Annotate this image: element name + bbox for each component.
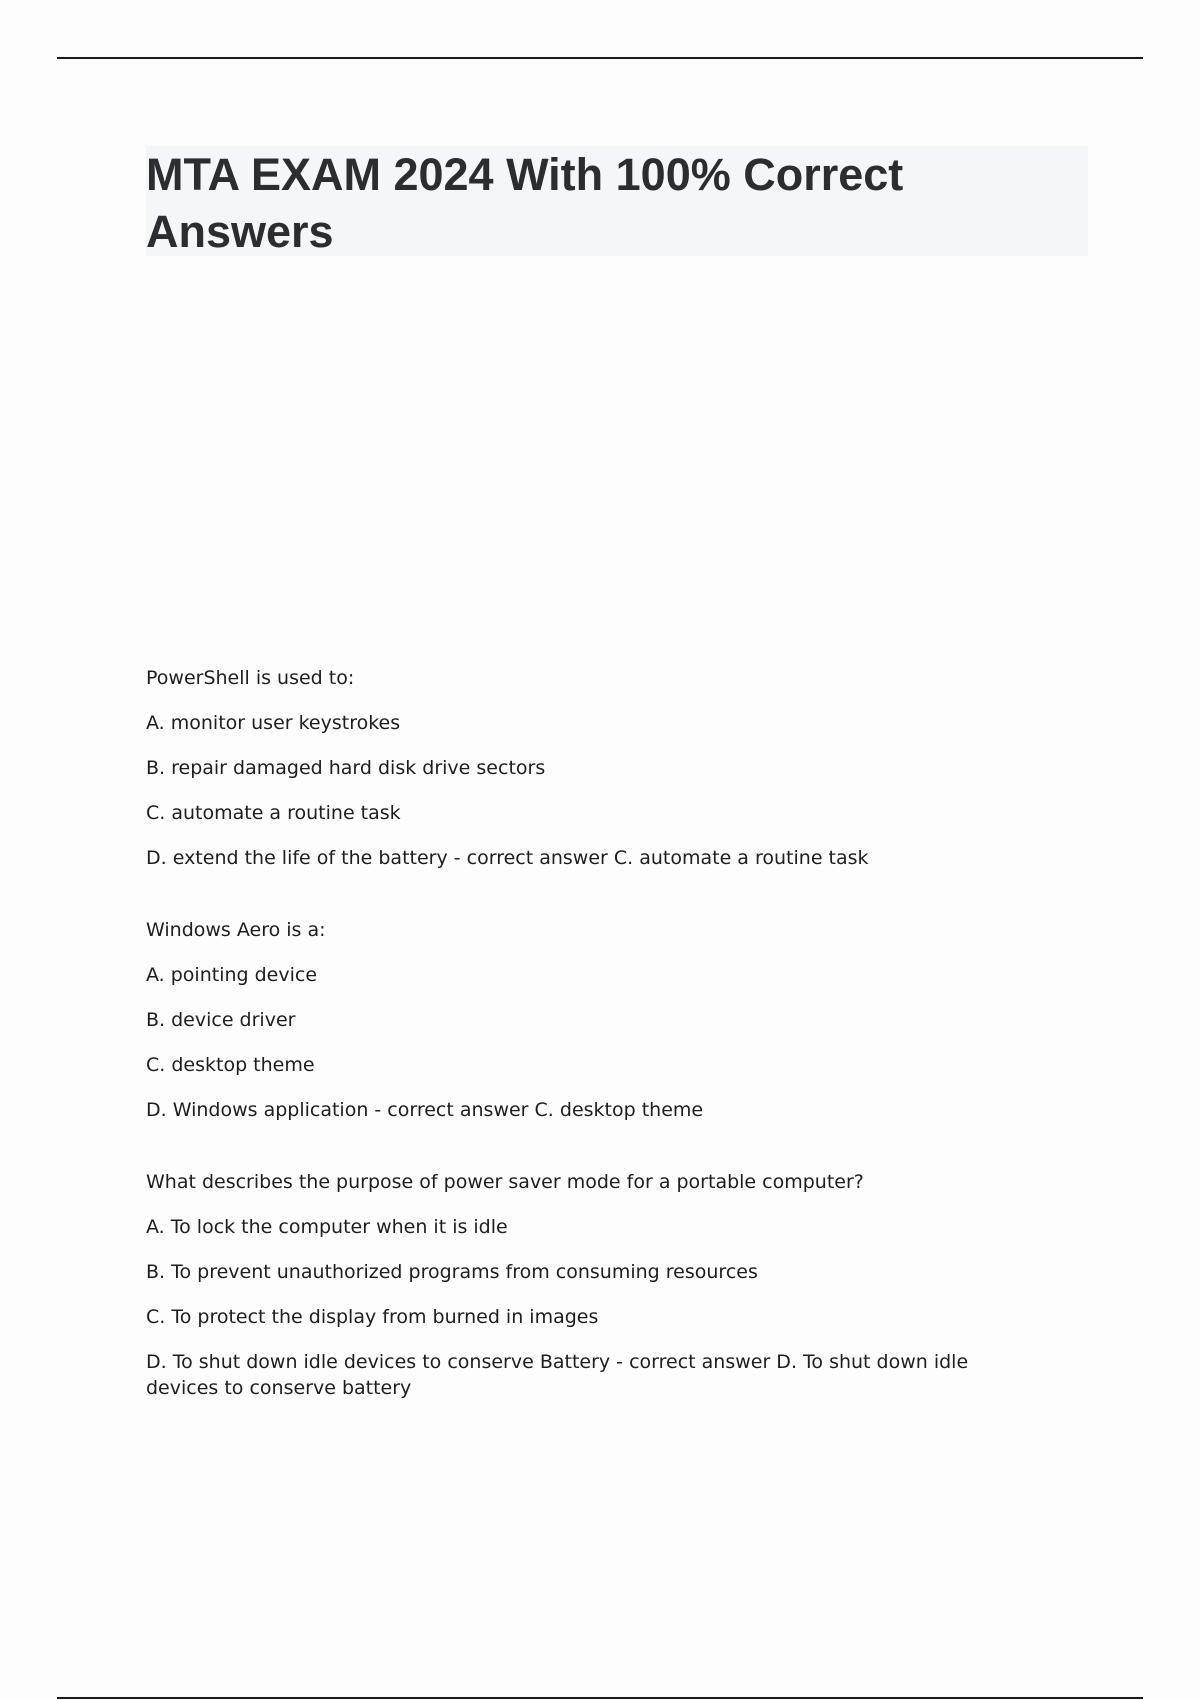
question-prompt: What describes the purpose of power saver mode for a portable computer? — [146, 1171, 864, 1193]
question-block — [146, 1169, 1046, 1401]
answer-option: A. To lock the computer when it is idle — [146, 1216, 508, 1238]
title-banner — [146, 146, 1088, 256]
answer-option: C. desktop theme — [146, 1054, 315, 1076]
question-prompt: Windows Aero is a: — [146, 919, 326, 941]
answer-option: A. monitor user keystrokes — [146, 712, 401, 734]
answer-option: A. pointing device — [146, 964, 318, 986]
answer-option: C. To protect the display from burned in images — [146, 1306, 599, 1328]
answer-option: B. repair damaged hard disk drive sectors — [146, 757, 546, 779]
answer-option-with-correct-answer: D. To shut down idle devices to conserve Battery - correct answer D. To shut down idle devices to conserve battery — [146, 1351, 969, 1399]
question-block — [146, 665, 1046, 871]
document-title: MTA EXAM 2024 With 100% Correct Answers — [146, 149, 904, 257]
questions-list — [146, 665, 1046, 1447]
question-block — [146, 917, 1046, 1123]
question-prompt: PowerShell is used to: — [146, 667, 355, 689]
answer-option: B. To prevent unauthorized programs from consuming resources — [146, 1261, 758, 1283]
answer-option-with-correct-answer: D. extend the life of the battery - correct answer C. automate a routine task — [146, 847, 869, 869]
answer-option-with-correct-answer: D. Windows application - correct answer C. desktop theme — [146, 1099, 704, 1121]
top-divider — [57, 57, 1143, 59]
bottom-divider — [57, 1697, 1143, 1699]
answer-option: C. automate a routine task — [146, 802, 401, 824]
answer-option: B. device driver — [146, 1009, 296, 1031]
